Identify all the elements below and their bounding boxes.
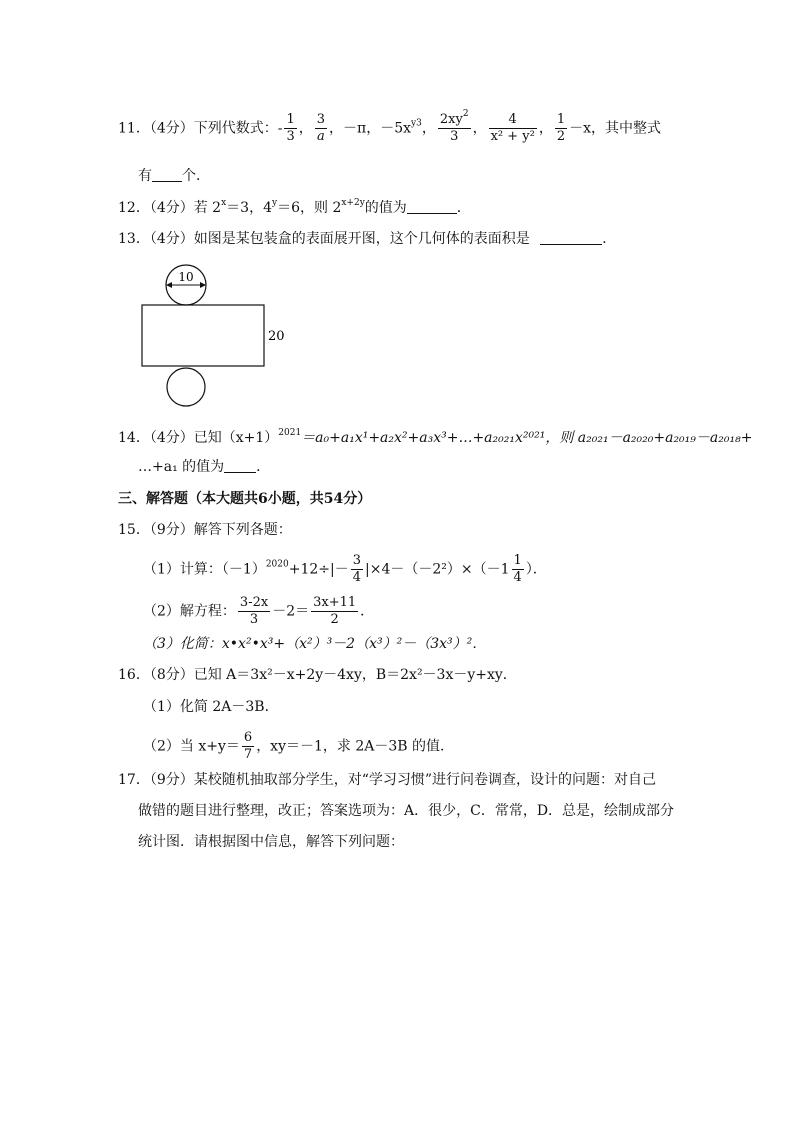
q11-line2: 有 个．	[138, 168, 210, 184]
q16-part1: （1）化简 2A－3B．	[143, 699, 279, 715]
fraction: $\frac{2xy^2}{3}$	[439, 109, 469, 144]
bottom-circle	[167, 368, 205, 406]
q15-part2: （2）解方程： $\frac{3-2x}{3}$ －2＝ $\frac{3x+11}{2}$ ．	[143, 595, 375, 627]
q17-line3: 统计图．请根据图中信息，解答下列问题：	[138, 834, 404, 850]
q12-line: 12．（4分）若 $2^x=3$，$4^y=6$，则 $2^{x+2y}$的值为 ．	[118, 198, 471, 216]
q11-label: 11．（4分）下列代数式：	[118, 120, 278, 137]
q11-line1: 11．（4分）下列代数式：- $\frac{1}{3}$ ， $\frac{3}{a}$ ，－π，$-5x^{y3}$， $\frac{2xy^2}{3}$ ， $\frac{4}{\text{x² + y²}}$ ， $\frac{1}{2}$ －x，其中整式	[118, 109, 662, 144]
fraction: $\frac{3x+11}{2}$	[313, 595, 357, 627]
fraction: $\frac{1}{2}$	[556, 112, 566, 144]
answer-blank	[540, 230, 602, 245]
q15-part1: （1）计算：$(-1)^{2020}+12\div|-$ $\frac{3}{4}$ |×4－（－2²）×（－1 $\frac{1}{4}$ ）．	[143, 553, 547, 585]
q16-part2: （2）当 x+y＝ $\frac{6}{7}$ ，xy＝－1，求 2A－3B 的值．	[143, 730, 455, 762]
arrow-right-icon	[200, 282, 206, 288]
fraction: $\frac{3}{a}$	[316, 112, 326, 144]
net-rectangle	[142, 305, 264, 366]
fraction: $\frac{6}{7}$	[243, 730, 253, 762]
q16-title: 16．（8分）已知 A＝3x²－x+2y－4xy，B＝2x²－3x－y+xy．	[118, 667, 517, 683]
height-label: 20	[268, 329, 285, 344]
answer-blank	[152, 167, 182, 182]
section-heading: 三、解答题（本大题共6小题，共54分）	[118, 491, 372, 507]
q13-line: 13．（4分）如图是某包装盒的表面展开图，这个几何体的表面积是 ．	[118, 231, 617, 247]
q17-line2: 做错的题目进行整理，改正；答案选项为：A．很少，C．常常，D．总是，绘制成部分	[138, 803, 675, 819]
q15-title: 15．（9分）解答下列各题：	[118, 522, 292, 538]
q15-part3: （3）化简：x•x²•x³+（x²）³－2（x³）²－（3x³）²．	[143, 636, 487, 652]
diameter-label: 10	[178, 270, 194, 284]
fraction: $\frac{3-2x}{3}$	[239, 595, 269, 627]
arrow-left-icon	[166, 282, 172, 288]
q14-line1: 14．（4分）已知$(x+1)^{2021}=a_0+a_1x^1+a_2x^2+a_3x^3+\dots+a_{2021}x^{2021}$，则 a₂₀₂₁－a₂₀₂₀+a₂₀₁₉－a₂₀₁₈+	[118, 428, 753, 446]
fraction: $\frac{1}{4}$	[513, 553, 522, 585]
fraction: $\frac{4}{\text{x² + y²}}$	[490, 112, 535, 144]
answer-blank	[224, 458, 256, 473]
q17-line1: 17．（9分）某校随机抽取部分学生，对“学习习惯”进行问卷调查，设计的问题：对自己	[118, 772, 657, 788]
q14-line2: …+a₁ 的值为 ．	[138, 459, 271, 475]
box-net-figure	[140, 262, 300, 412]
answer-blank	[407, 199, 457, 214]
fraction: $\frac{1}{3}$	[286, 112, 295, 144]
fraction: $\frac{3}{4}$	[352, 553, 362, 585]
